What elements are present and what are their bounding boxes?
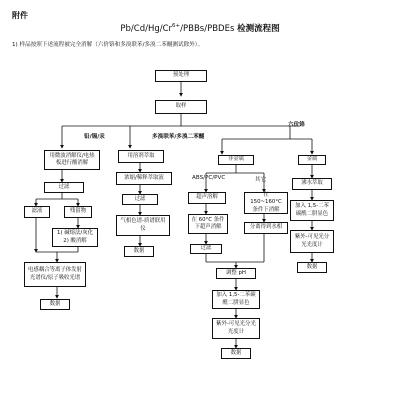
branch-label-pb-cd-hg: 铅/镉/汞 (84, 134, 105, 140)
pbb-gc-ms: 气相色谱-质谱联用仪 (116, 215, 170, 236)
cr-label-abs-pc-pvc: ABS/PC/PVC (192, 175, 226, 181)
pb-residue-treatment: 1) 碱熔法/灰化 2) 酸消解 (52, 228, 98, 247)
intro-text: 1) 样品按照下述流程被完全消解（六价铬和多溴联苯/多溴二苯醚测试除外）。 (12, 42, 204, 48)
pb-residue: 残留物 (64, 206, 92, 218)
branch-label-pbb-pbde: 多溴联苯/多溴二苯醚 (152, 134, 205, 140)
cr-ultrasonic-60c: 在 60°C 条件下超声消解 (188, 214, 228, 234)
cr-heat-digestion: 在 150~160°C 条件下消解 (244, 192, 288, 214)
cr-adjust-ph: 调整 pH (216, 268, 256, 279)
pb-acid-digestion: 用微波消解仪/电热板进行酸消解 (44, 150, 100, 170)
step-sampling: 取样 (155, 100, 207, 114)
step-pretreatment: 预处理 (155, 70, 207, 82)
cr-data: 数据 (221, 348, 251, 359)
attachment-label: 附件 (12, 11, 28, 20)
pb-filtrate: 滤液 (24, 206, 50, 218)
cr-nonmetal: 非金属 (218, 155, 254, 165)
cr-add-dpc: 加入 1,5-二苯碳酰二肼显色 (212, 290, 260, 309)
branch-label-cr6: 六价铬 (288, 122, 305, 128)
cr-metal-uv-vis: 紫外-可见光分光光度计 (290, 230, 334, 253)
cr-label-other: 其它 (255, 177, 267, 183)
pb-data: 数据 (40, 299, 70, 310)
cr-metal-add-dpc: 加入 1,5-二苯碳酰二肼显色 (290, 200, 334, 221)
cr-uv-vis: 紫外-可见光分光光度计 (212, 318, 260, 339)
cr-filtration: 过滤 (190, 244, 222, 254)
title-main: Pb/Cd/Hg/Cr (120, 24, 173, 34)
cr-separate-aqueous: 分离得到水相 (244, 222, 288, 234)
title-bold: 检测流程图 (237, 24, 280, 34)
title-superscript: 6+ (172, 23, 181, 30)
cr-metal: 金属 (298, 155, 326, 165)
pb-icp-aas: 电感耦合等离子体发射光谱仪/原子吸收光谱 (24, 262, 86, 287)
pbb-concentrate-dilute: 浓缩/稀释萃取液 (116, 172, 172, 185)
cr-boiling-water-extraction: 沸水萃取 (292, 178, 332, 190)
pbb-solvent-extraction: 用溶剂萃取 (118, 150, 164, 163)
pbb-data: 数据 (124, 246, 154, 257)
cr-ultrasonic-dissolve: 超声溶解 (188, 192, 226, 204)
title-rest: /PBBs/PBDEs (180, 24, 238, 34)
pbb-filtration: 过滤 (122, 194, 158, 205)
pb-filtration: 过滤 (44, 182, 84, 193)
cr-metal-data: 数据 (297, 262, 327, 273)
